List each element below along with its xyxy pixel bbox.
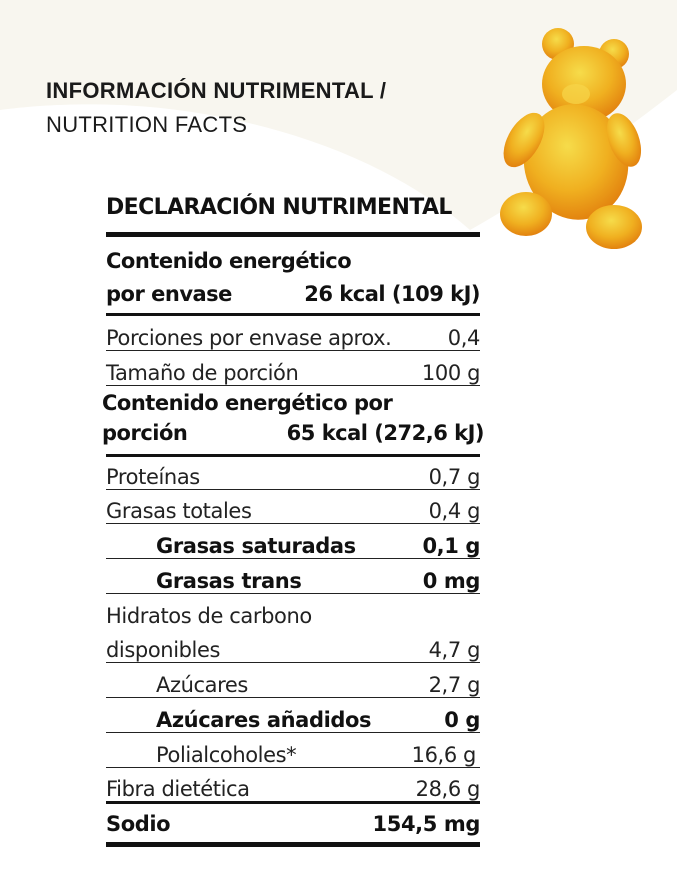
total-fat-row <box>106 490 480 523</box>
sugars-label: Azúcares <box>156 673 248 697</box>
polyols-value: 16,6 g <box>411 743 476 767</box>
serving-size-label: Tamaño de porción <box>106 361 299 385</box>
serving-size-row <box>106 351 480 385</box>
sodium-value: 154,5 mg <box>372 812 480 836</box>
header <box>46 74 386 142</box>
trans-fat-label: Grasas trans <box>156 569 302 593</box>
servings-label: Porciones por envase aprox. <box>106 326 392 350</box>
polyols-row <box>106 733 480 767</box>
carbs-label-1: Hidratos de carbono <box>106 604 312 628</box>
energy-serving-label-2: porción <box>102 421 188 445</box>
fiber-value: 28,6 g <box>415 777 480 801</box>
nutrition-panel <box>102 190 484 847</box>
carbs-value: 4,7 g <box>428 638 480 662</box>
added-sugars-row <box>106 698 480 732</box>
servings-value: 0,4 <box>447 326 480 350</box>
sugars-row <box>106 663 480 697</box>
proteins-label: Proteínas <box>106 465 200 489</box>
proteins-row <box>106 457 480 489</box>
added-sugars-label: Azúcares añadidos <box>156 708 372 732</box>
energy-package-label-1: Contenido energético <box>106 249 352 273</box>
carbs-row <box>106 594 480 662</box>
proteins-value: 0,7 g <box>428 465 480 489</box>
energy-serving-value: 65 kcal (272,6 kJ) <box>286 421 484 445</box>
total-fat-label: Grasas totales <box>106 499 252 523</box>
carbs-label-2: disponibles <box>106 638 221 662</box>
energy-package-value: 26 kcal (109 kJ) <box>304 282 480 306</box>
sodium-row <box>106 804 480 836</box>
gummy-bear-icon <box>496 22 656 252</box>
energy-per-package <box>106 237 480 311</box>
energy-package-label-2: por envase <box>106 282 232 306</box>
trans-fat-row <box>106 559 480 593</box>
added-sugars-value: 0 g <box>444 708 480 732</box>
sodium-label: Sodio <box>106 812 171 836</box>
fiber-label: Fibra dietética <box>106 777 250 801</box>
servings-row <box>106 316 480 350</box>
saturated-fat-label: Grasas saturadas <box>156 534 356 558</box>
serving-size-value: 100 g <box>421 361 480 385</box>
energy-per-serving <box>102 386 484 448</box>
energy-serving-label-1: Contenido energético por <box>102 391 393 415</box>
total-fat-value: 0,4 g <box>428 499 480 523</box>
saturated-fat-row <box>106 524 480 558</box>
saturated-fat-value: 0,1 g <box>422 534 480 558</box>
panel-title: DECLARACIÓN NUTRIMENTAL <box>106 195 452 220</box>
header-subtitle: NUTRITION FACTS <box>46 112 248 137</box>
sugars-value: 2,7 g <box>428 673 480 697</box>
fiber-row <box>106 768 480 801</box>
polyols-label: Polialcoholes* <box>156 743 297 767</box>
header-title: INFORMACIÓN NUTRIMENTAL / <box>46 78 387 103</box>
trans-fat-value: 0 mg <box>422 569 480 593</box>
divider <box>106 842 480 847</box>
